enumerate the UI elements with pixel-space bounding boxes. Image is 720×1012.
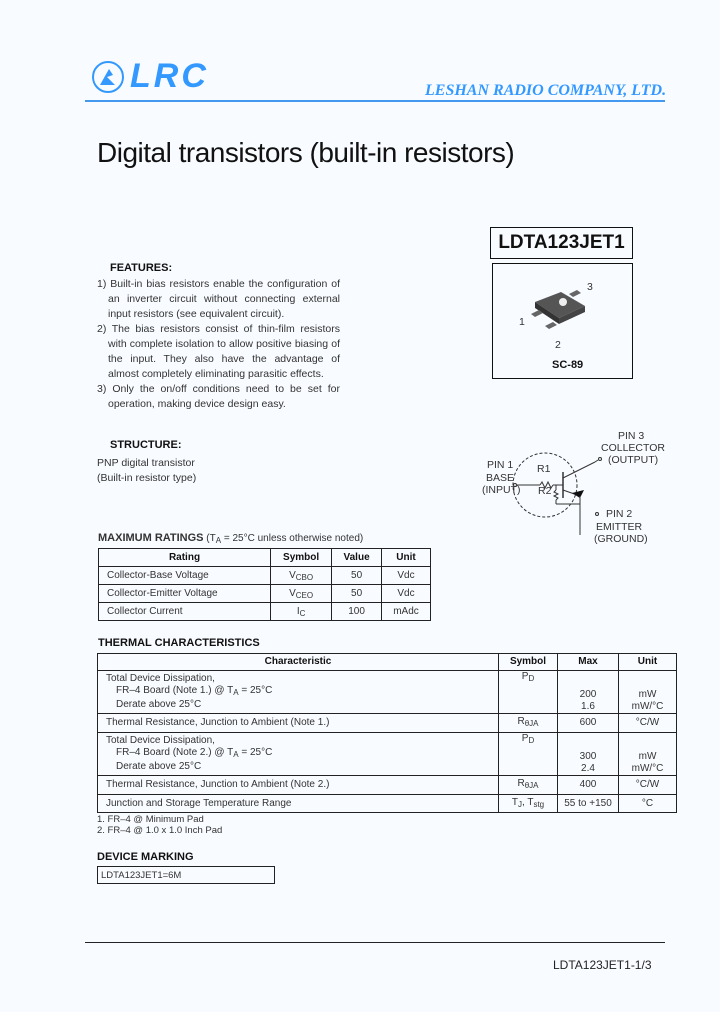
cell: Collector-Emitter Voltage [99, 585, 271, 603]
cell: $R_{\theta JA}$ [499, 776, 558, 795]
cond-text: = 25°C unless otherwise noted) [221, 533, 364, 544]
cell: °C [619, 795, 677, 813]
header-divider [85, 100, 665, 102]
cell: $V_{CEO}$ [271, 585, 332, 603]
col-header: Rating [99, 549, 271, 567]
col-header: Characteristic [98, 654, 499, 671]
r1-label: R1 [537, 463, 551, 475]
pin1-label: PIN 1 [487, 459, 514, 471]
page-title: Digital transistors (built-in resistors) [97, 137, 515, 168]
features-heading: FEATURES: [110, 262, 173, 274]
pin-label-2: 2 [555, 339, 561, 351]
cell: Vdc [381, 585, 430, 603]
pin3-label: PIN 3 [618, 430, 645, 442]
max-ratings-title [98, 532, 363, 545]
marking-value: LDTA123JET1=6M [97, 866, 275, 884]
cell: °C/W [619, 776, 677, 795]
feature-item: 1) Built-in bias resistors enable the configuration of an inverter circuit without connecting external input resistors (see equivalent circuit). [97, 278, 340, 320]
col-header: Unit [619, 654, 677, 671]
input-label: (INPUT) [482, 484, 521, 496]
max-ratings-table [98, 548, 431, 621]
feature-item: 2) The bias resistors consist of thin-film resistors with complete isolation to allow positive biasing of the input. They also have the advantage of almost completely eliminating parasitic effects. [97, 323, 340, 380]
company-name: LESHAN RADIO COMPANY, LTD. [425, 82, 667, 99]
package-name: SC-89 [552, 359, 584, 371]
structure-heading: STRUCTURE: [110, 439, 182, 451]
cell: Thermal Resistance, Junction to Ambient (Note 1.) [98, 714, 499, 733]
table-row [99, 567, 431, 585]
r2-label: R2 [538, 485, 552, 497]
marking-heading: DEVICE MARKING [97, 851, 194, 863]
table-row [98, 795, 677, 813]
structure-line1: PNP digital transistor [97, 457, 195, 469]
table-row [99, 603, 431, 621]
cell: mAdc [381, 603, 430, 621]
cell: Collector Current [99, 603, 271, 621]
cell: Total Device Dissipation, FR–4 Board (Note 2.) @ $T_A = 25^\circ C$ Derate above 25°C [98, 733, 499, 776]
table-row [98, 714, 677, 733]
cell: $P_D$ [499, 671, 558, 714]
note: 1. FR–4 @ Minimum Pad [97, 814, 204, 825]
cell: mW mW/°C [619, 671, 677, 714]
page-footer: LDTA123JET1-1/3 [553, 958, 652, 972]
part-number: LDTA123JET1 [490, 227, 633, 259]
thermal-table [97, 653, 677, 813]
table-row [98, 733, 677, 776]
cond-text: (T [206, 533, 216, 544]
cell: Thermal Resistance, Junction to Ambient (Note 2.) [98, 776, 499, 795]
table-row [99, 585, 431, 603]
col-header: Symbol [499, 654, 558, 671]
logo-text: LRC [130, 57, 209, 95]
structure-line2: (Built-in resistor type) [97, 472, 197, 484]
footer-divider [85, 942, 665, 943]
cell: Junction and Storage Temperature Range [98, 795, 499, 813]
cell: $P_D$ [499, 733, 558, 776]
package-box [492, 263, 633, 379]
cell: $V_{CBO}$ [271, 567, 332, 585]
cell: $I_C$ [271, 603, 332, 621]
ground-label: (GROUND) [594, 533, 648, 545]
cell: Collector-Base Voltage [99, 567, 271, 585]
pin-label-3: 3 [587, 281, 593, 293]
cell: 55 to +150 [558, 795, 619, 813]
equivalent-circuit [470, 428, 670, 548]
col-header: Max [558, 654, 619, 671]
feature-item: 3) Only the on/off conditions need to be set for operation, making device design easy. [97, 383, 340, 410]
cell: 400 [558, 776, 619, 795]
cell: $T_J$, $T_{stg}$ [499, 795, 558, 813]
emitter-label: EMITTER [596, 521, 643, 533]
lrc-logo-icon [91, 60, 125, 94]
collector-label: COLLECTOR [601, 442, 665, 454]
cond-sub: A [215, 536, 222, 545]
thermal-notes [97, 814, 222, 836]
cell: 50 [332, 567, 382, 585]
table-row [98, 776, 677, 795]
table-row [98, 671, 677, 714]
pin-label-1: 1 [519, 316, 525, 328]
cell: 300 2.4 [558, 733, 619, 776]
features-list [97, 277, 340, 412]
cell: 100 [332, 603, 382, 621]
cell: 50 [332, 585, 382, 603]
col-header: Symbol [271, 549, 332, 567]
output-label: (OUTPUT) [608, 454, 659, 466]
cell: Total Device Dissipation, FR–4 Board (Note 1.) @ $T_A = 25^\circ C$ Derate above 25°C [98, 671, 499, 714]
note: 2. FR–4 @ 1.0 x 1.0 Inch Pad [97, 825, 223, 836]
cell: mW mW/°C [619, 733, 677, 776]
pin2-label: PIN 2 [606, 508, 633, 520]
cell: Vdc [381, 567, 430, 585]
base-label: BASE [486, 472, 515, 484]
col-header: Unit [381, 549, 430, 567]
cell: 200 1.6 [558, 671, 619, 714]
col-header: Value [332, 549, 382, 567]
cell: °C/W [619, 714, 677, 733]
max-ratings-heading: MAXIMUM RATINGS [98, 532, 204, 544]
thermal-heading: THERMAL CHARACTERISTICS [98, 637, 260, 649]
cell: 600 [558, 714, 619, 733]
cell: $R_{\theta JA}$ [499, 714, 558, 733]
